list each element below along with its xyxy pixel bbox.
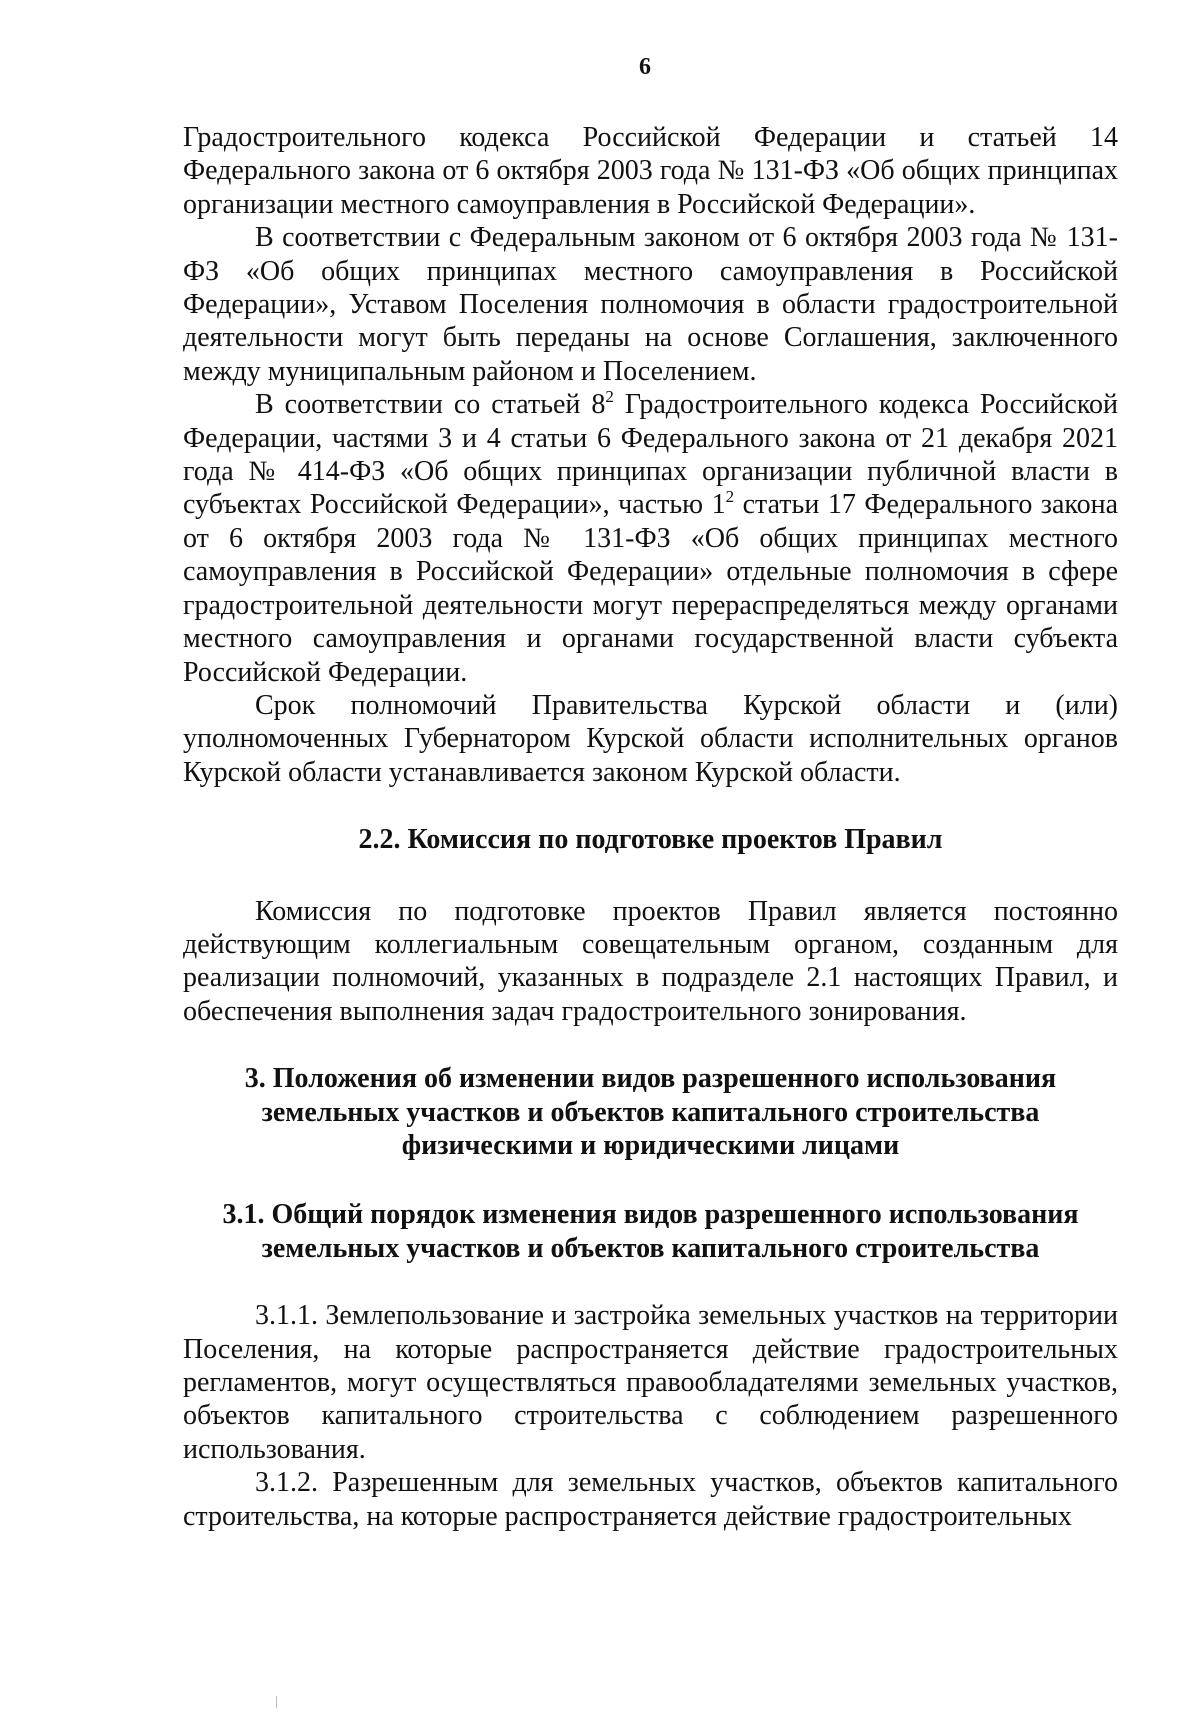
- paragraph-text: Градостроительного кодекса Российской Федерации, частями 3 и 4 статьи 6 Федерального закона от 21 декабря 2021 года № 414-ФЗ «Об общих принципах организации публичной власти в субъектах Российской Федерации», частью 1: [183, 389, 1118, 521]
- superscript: 2: [725, 487, 735, 507]
- section-heading-3: [183, 1062, 1118, 1162]
- paragraph-continuation: Градостроительного кодекса Российской Федерации и статьей 14 Федерального закона от 6 октября 2003 года № 131-ФЗ «Об общих принципах организации местного самоуправления в Российской Федерации».: [183, 122, 1118, 220]
- heading-line: земельных участков и объектов капитального строительства: [261, 1232, 1040, 1264]
- heading-line: физическими и юридическими лицами: [401, 1129, 900, 1161]
- spacer: [183, 857, 1118, 895]
- heading-line: 3.1. Общий порядок изменения видов разрешенного использования: [222, 1199, 1079, 1231]
- paragraph-commission: Комиссия по подготовке проектов Правил является постоянно действующим коллегиальным совещательным органом, созданным для реализации полномочий, указанных в подразделе 2.1 настоящих Правил, и обеспечения выполнения задач градостроительного зонирования.: [183, 895, 1118, 1027]
- paragraph-term-of-powers: Срок полномочий Правительства Курской области и (или) уполномоченных Губернатором Курской области исполнительных органов Курской области устанавливается законом Курской области.: [183, 689, 1118, 788]
- paragraph-3-1-1: 3.1.1. Землепользование и застройка земельных участков на территории Поселения, на которые распространяется действие градостроительных регламентов, могут осуществляться правообладателями земельных участков, объектов капитального строительства с соблюдением разрешенного использования.: [183, 1300, 1118, 1465]
- spacer: [183, 1162, 1118, 1198]
- heading-line: 3. Положения об изменении видов разрешенного использования: [244, 1063, 1057, 1095]
- paragraph-delegation-agreement: В соответствии с Федеральным законом от 6 октября 2003 года № 131-ФЗ «Об общих принципах местного самоуправления в Российской Федерации», Уставом Поселения полномочия в области градостроительной деятельности могут быть переданы на основе Соглашения, заключенного между муниципальным районом и Поселением.: [183, 222, 1118, 387]
- spacer: [183, 1028, 1118, 1062]
- spacer: [183, 1265, 1118, 1299]
- page-number: 6: [639, 54, 651, 80]
- paragraph-text: В соответствии со статьей 8: [255, 389, 606, 421]
- superscript: 2: [605, 387, 614, 407]
- section-heading-2-2: 2.2. Комиссия по подготовке проектов Правил: [358, 824, 943, 856]
- spacer: [183, 789, 1118, 823]
- heading-line: земельных участков и объектов капитального строительства: [261, 1096, 1040, 1128]
- document-body: [183, 121, 1118, 1533]
- paragraph-text: статьи 17 Федерального закона от 6 октября 2003 года № 131-ФЗ «Об общих принципах местного самоуправления в Российской Федерации» отдельные полномочия в сфере градостроительной деятельности могут перераспределяться между органами местного самоуправления и органами государственной власти субъекта Российской Федерации.: [183, 489, 1118, 688]
- paragraph-3-1-2: 3.1.2. Разрешенным для земельных участков, объектов капитального строительства, на которые распространяется действие градостроительных: [183, 1467, 1118, 1532]
- scan-artifact: [276, 1696, 277, 1708]
- section-heading-3-1: [183, 1198, 1118, 1265]
- paragraph-redistribution-of-powers: [183, 388, 1118, 689]
